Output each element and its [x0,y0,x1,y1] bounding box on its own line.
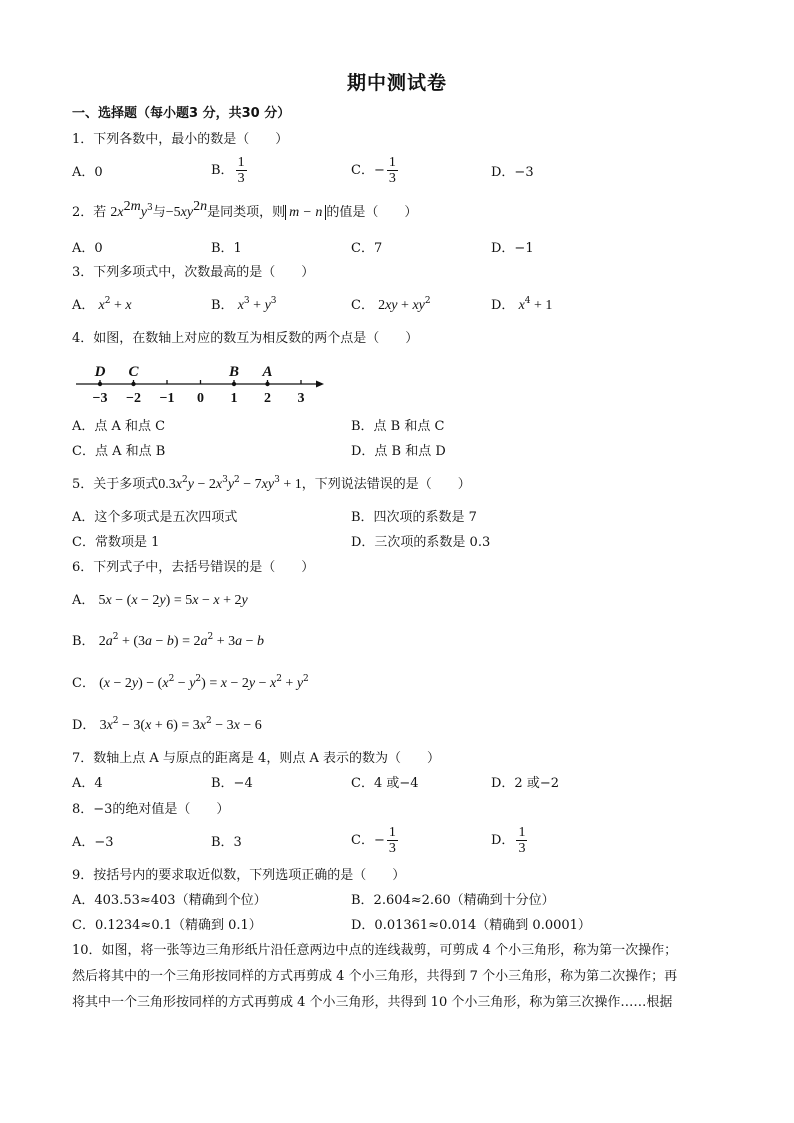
q5-option-c: C．常数项是 1 [72,535,160,550]
q4-option-d: D．点 B 和点 D [351,444,446,459]
question-7-stem: 7．数轴上点 A 与原点的距离是 4，则点 A 表示的数为（ ） [72,751,440,766]
q9-option-a: A．403.53≈403（精确到个位） [72,893,267,908]
q2-option-b: B．1 [211,241,242,256]
number-line-figure [72,356,332,408]
question-4-stem: 4．如图，在数轴上对应的数互为相反数的两个点是（ ） [72,331,419,346]
fraction: $\frac{1}{3}$ [388,155,396,186]
question-5-stem: 5．关于多项式$0.3x^2y - 2x^3y^2 - 7xy^3 + 1$，下列说法错误的是（ ） [72,475,471,492]
q3-option-c: C． $2xy + xy^2$ [351,296,431,313]
question-1-stem: 1．下列各数中，最小的数是（ ） [72,132,289,147]
q7-option-c: C．4 或−4 [351,776,419,791]
q1-option-d: D．−3 [491,165,534,180]
q2-option-a: A．0 [72,241,103,256]
q8-option-c: C．− $\frac{1}{3}$ [351,825,396,856]
number-line-point [131,382,135,386]
number-line-point-label: A [262,364,273,380]
page-title: 期中测试卷 [346,72,447,94]
q3-option-a: A． $x^2 + x$ [72,296,132,313]
question-8-stem: 8．−3的绝对值是（ ） [72,802,230,817]
number-line-tick-label: 1 [230,391,238,406]
question-9-stem: 9．按括号内的要求取近似数，下列选项正确的是（ ） [72,868,406,883]
q7-option-b: B．−4 [211,776,253,791]
question-2-stem: 2．若 $2x^{2m}y^3$与$-5xy^{2n}$是同类项，则 m − n 的值是（ ） [72,199,418,220]
fraction: $\frac{1}{3}$ [237,155,245,186]
q6-option-b: B． $2a^2 + (3a - b) = 2a^2 + 3a - b$ [72,632,265,649]
number-line-point [265,382,269,386]
q9-option-d: D．0.01361≈0.014（精确到 0.0001） [351,918,591,933]
q5-option-a: A．这个多项式是五次四项式 [72,510,238,525]
q5-option-b: B．四次项的系数是 7 [351,510,477,525]
fraction: $\frac{1}{3}$ [388,825,396,856]
number-line-tick-label: 2 [264,391,271,406]
q4-option-b: B．点 B 和点 C [351,419,445,434]
question-3-stem: 3．下列多项式中，次数最高的是（ ） [72,265,315,280]
question-10-line-2: 然后将其中的一个三角形按同样的方式再剪成 4 个小三角形，共得到 7 个小三角形，称为第二次操作；再 [72,969,678,984]
number-line-tick-label: 0 [197,391,204,406]
q6-option-a: A． 5x − (x − 2y) = 5x − x + 2y [72,593,248,608]
q2-option-d: D．−1 [491,241,534,256]
q6-option-c: C． $(x - 2y) - (x^2 - y^2) = x - 2y - x^2 + y^2$ [72,674,309,691]
q4-option-a: A．点 A 和点 C [72,419,166,434]
q7-option-d: D．2 或−2 [491,776,559,791]
number-line-tick-label: 3 [297,391,305,406]
q9-option-b: B．2.604≈2.60（精确到十分位） [351,893,555,908]
question-10-line-1: 10．如图，将一张等边三角形纸片沿任意两边中点的连线裁剪，可剪成 4 个小三角形，称为第一次操作； [72,943,678,958]
q5-option-d: D．三次项的系数是 0.3 [351,535,491,550]
q1-option-a: A．0 [72,165,103,180]
section-heading: 一、选择题（每小题3 分，共30 分） [72,106,291,121]
q9-option-c: C．0.1234≈0.1（精确到 0.1） [72,918,262,933]
q2-option-c: C．7 [351,241,383,256]
question-10-line-3: 将其中一个三角形按同样的方式再剪成 4 个小三角形，共得到 10 个小三角形，称为第三次操作……根据 [72,995,673,1010]
number-line-point-label: D [94,364,106,380]
fraction: $\frac{1}{3}$ [518,825,526,856]
q8-option-d: D． $\frac{1}{3}$ [491,825,526,856]
number-line-point-label: B [228,364,240,380]
number-line-arrow [316,381,324,388]
number-line-point [98,382,102,386]
question-6-stem: 6．下列式子中，去括号错误的是（ ） [72,560,315,575]
q8-option-a: A．−3 [72,835,114,850]
q4-option-c: C．点 A 和点 B [72,444,166,459]
q1-option-b: B． $\frac{1}{3}$ [211,155,245,186]
number-line-tick-label: −3 [92,391,108,406]
q1-option-c: C．− $\frac{1}{3}$ [351,155,396,186]
q8-option-b: B．3 [211,835,242,850]
number-line-tick-label: −1 [159,391,175,406]
q3-option-d: D． $x^4 + 1$ [491,296,553,313]
number-line-point-label: C [128,364,139,380]
q3-option-b: B． $x^3 + y^3$ [211,296,277,313]
q7-option-a: A．4 [72,776,103,791]
q6-option-d: D． $3x^2 - 3(x + 6) = 3x^2 - 3x - 6$ [72,716,262,733]
number-line-tick-label: −2 [126,391,141,406]
number-line-point [232,382,236,386]
